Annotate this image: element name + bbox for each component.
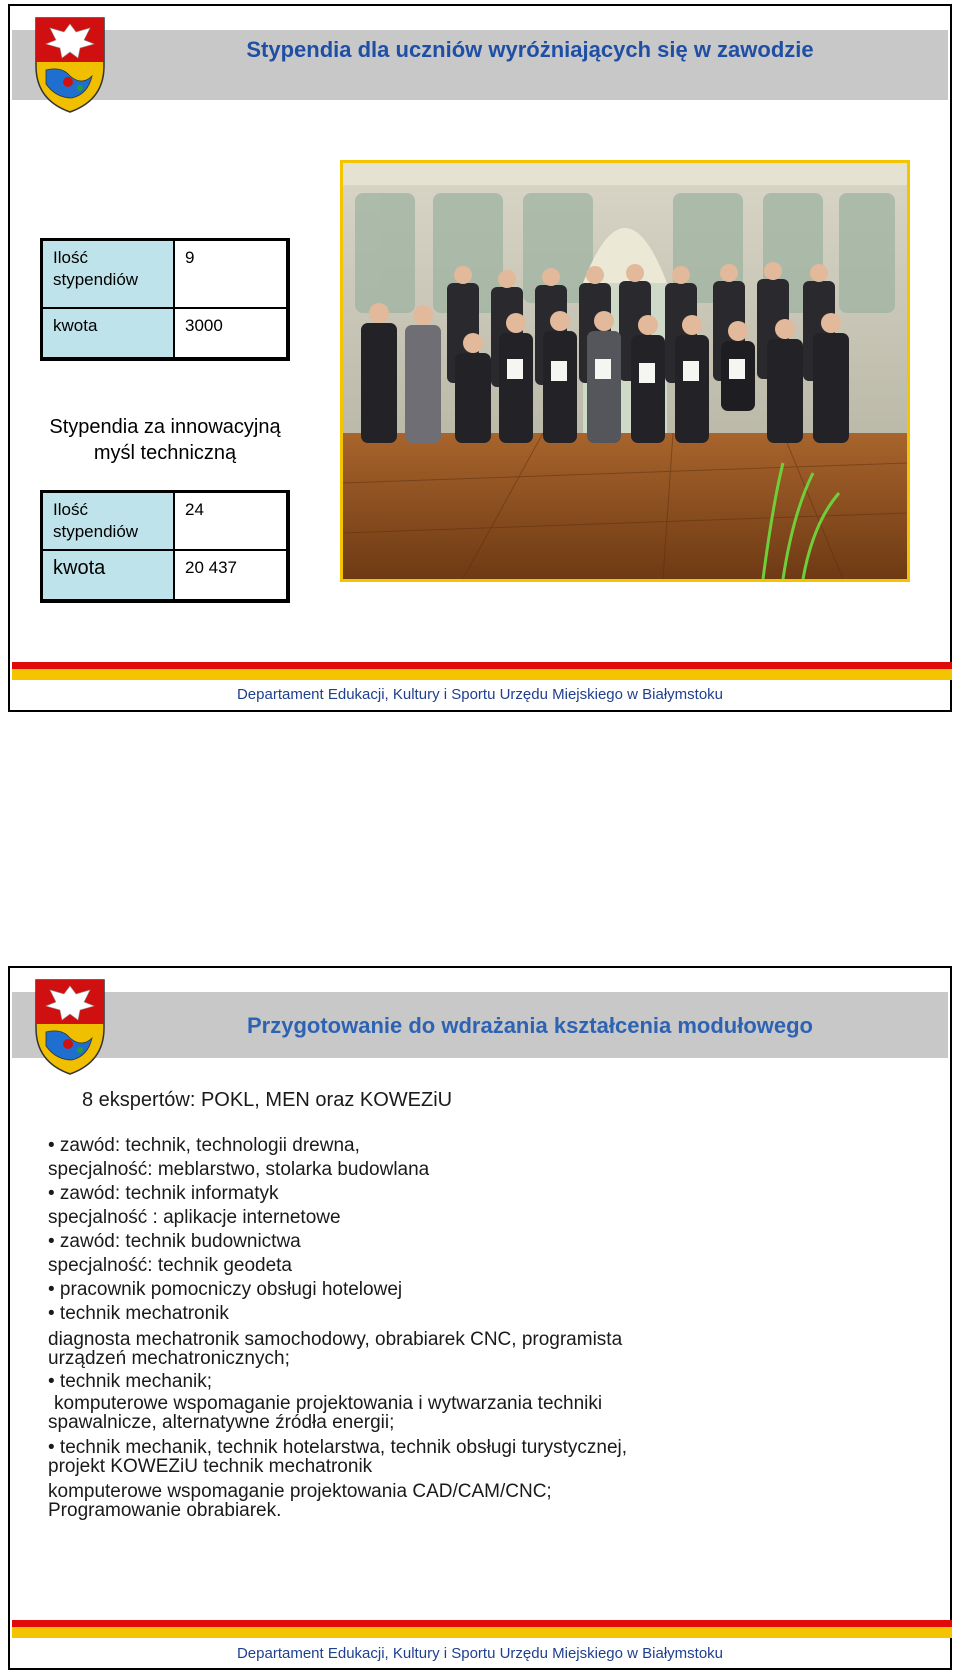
footer-stripe (12, 662, 952, 680)
slide-title: Stypendia dla uczniów wyróżniających się w zawodzie (246, 37, 814, 62)
footer-text: Departament Edukacji, Kultury i Sportu Urzędu Miejskiego w Białymstoku (236, 686, 724, 703)
content-body (48, 1088, 908, 1520)
table-label: Ilość stypendiów (43, 241, 175, 307)
scholarship-table-2 (40, 490, 290, 603)
group-photo (340, 160, 910, 582)
list-item: diagnosta mechatronik samochodowy, obrabiarek CNC, programista (48, 1329, 623, 1350)
table-label: Ilość stypendiów (43, 493, 175, 549)
list-item: urządzeń mechatronicznych; (48, 1348, 290, 1369)
table-label: kwota (43, 309, 175, 357)
list-item: komputerowe wspomaganie projektowania i wytwarzania techniki (54, 1393, 603, 1414)
subheading: Stypendia za innowacyjną myśl techniczną (49, 416, 281, 464)
list-item: • technik mechatronik (48, 1303, 229, 1324)
list-item: Programowanie obrabiarek. (48, 1500, 282, 1521)
slide-title: Przygotowanie do wdrażania kształcenia modułowego (247, 1013, 813, 1038)
table-row (43, 241, 286, 309)
table-row (43, 493, 286, 551)
table-value: 24 (185, 500, 204, 519)
slide-2 (8, 966, 952, 1670)
table-value: 9 (185, 248, 195, 267)
table-value: 3000 (185, 316, 223, 335)
list-item: • zawód: technik informatyk (48, 1183, 279, 1204)
table-value: 20 437 (185, 558, 237, 577)
scholarship-table-1 (40, 238, 290, 361)
bialystok-coat-of-arms-icon (32, 976, 108, 1076)
table-label: kwota (43, 551, 175, 599)
slide-1 (8, 4, 952, 712)
lead-line: 8 ekspertów: POKL, MEN oraz KOWEZiU (82, 1089, 453, 1111)
list-item: • technik mechanik; (48, 1371, 213, 1392)
list-item: specjalność : aplikacje internetowe (48, 1207, 341, 1228)
list-item: • technik mechanik, technik hotelarstwa, technik obsługi turystycznej, (48, 1437, 628, 1458)
list-item: • zawód: technik, technologii drewna, (48, 1135, 360, 1156)
list-item: specjalność: meblarstwo, stolarka budowlana (48, 1159, 430, 1180)
list-item: • pracownik pomocniczy obsługi hotelowej (48, 1279, 403, 1300)
list-item: projekt KOWEZiU technik mechatronik (48, 1456, 373, 1477)
list-item: komputerowe wspomaganie projektowania CAD/CAM/CNC; (48, 1481, 552, 1502)
list-item: specjalność: technik geodeta (48, 1255, 292, 1276)
table-row (43, 309, 286, 357)
footer-stripe (12, 1620, 952, 1638)
list-item: spawalnicze, alternatywne źródła energii; (48, 1412, 395, 1433)
footer-text: Departament Edukacji, Kultury i Sportu Urzędu Miejskiego w Białymstoku (236, 1645, 724, 1662)
table-row (43, 551, 286, 599)
bialystok-coat-of-arms-icon (32, 14, 108, 114)
list-item: • zawód: technik budownictwa (48, 1231, 301, 1252)
